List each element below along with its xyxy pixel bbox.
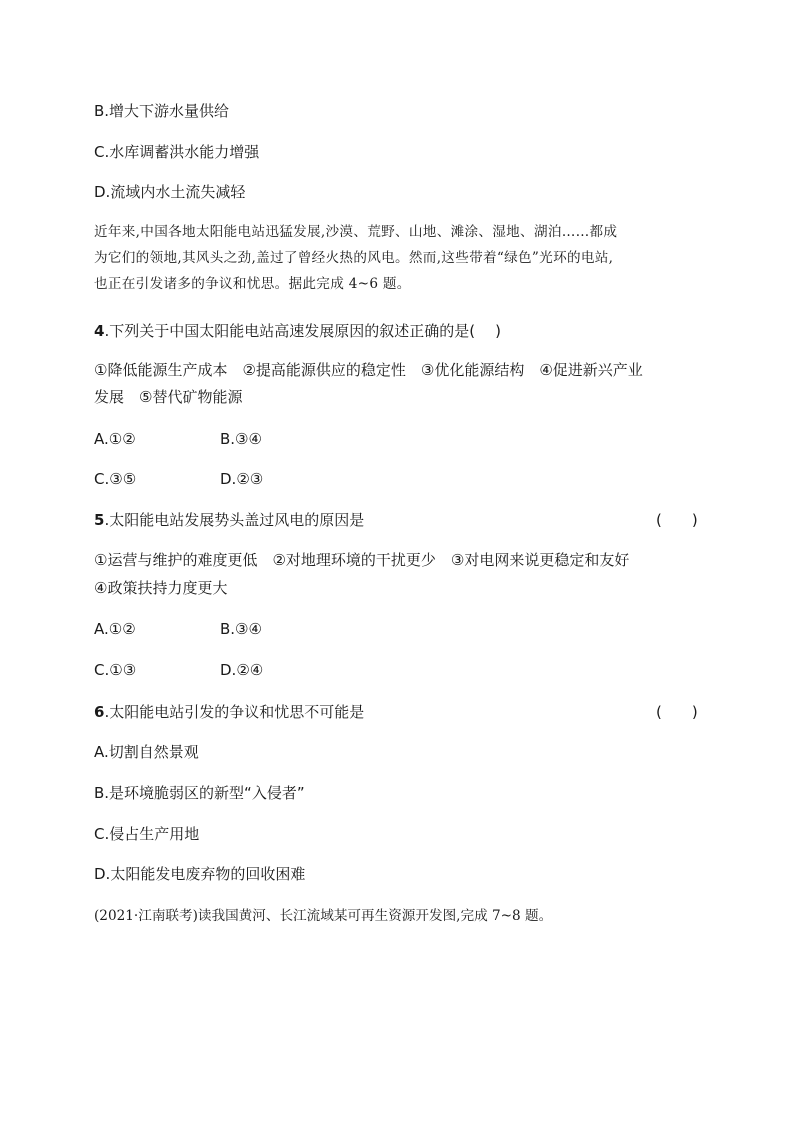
q6-option-b: B.是环境脆弱区的新型“入侵者” — [94, 784, 305, 802]
question-close-paren: ) — [495, 322, 501, 340]
q3-option-b: B.增大下游水量供给 — [94, 102, 230, 120]
q4-option-d: D.②③ — [220, 470, 264, 488]
q5-statements-line: ①运营与维护的难度更低 ②对地理环境的干扰更少 ③对电网来说更稳定和友好 — [94, 551, 630, 569]
question-5-stem — [94, 510, 364, 530]
q4-option-c: C.③⑤ — [94, 470, 137, 488]
question-number: 4 — [94, 322, 105, 340]
question-number: 5 — [94, 511, 105, 529]
reading-passage — [94, 219, 700, 297]
question-4-stem — [94, 321, 501, 341]
next-question-source: (2021·江南联考)读我国黄河、长江流域某可再生资源开发图,完成 7~8 题。 — [94, 908, 553, 924]
passage-line: 为它们的领地,其风头之劲,盖过了曾经火热的风电。然而,这些带着“绿色”光环的电站, — [94, 250, 614, 266]
question-number: 6 — [94, 703, 105, 721]
answer-paren: ( ) — [656, 703, 698, 721]
question-6-stem — [94, 702, 364, 722]
q6-option-a: A.切割自然景观 — [94, 743, 199, 761]
q4-option-b: B.③④ — [220, 430, 262, 448]
q5-option-d: D.②④ — [220, 661, 264, 679]
q4-statements-line: ①降低能源生产成本 ②提高能源供应的稳定性 ③优化能源结构 ④促进新兴产业 — [94, 361, 643, 379]
q4-statements-line: 发展 ⑤替代矿物能源 — [94, 388, 243, 406]
question-text: .下列关于中国太阳能电站高速发展原因的叙述正确的是( — [104, 322, 476, 340]
q3-option-d: D.流域内水土流失减轻 — [94, 183, 246, 201]
q5-option-b: B.③④ — [220, 620, 262, 638]
passage-line: 也正在引发诸多的争议和忧思。据此完成 4~6 题。 — [94, 276, 411, 292]
answer-paren: ( ) — [656, 511, 698, 529]
q3-option-c: C.水库调蓄洪水能力增强 — [94, 143, 260, 161]
passage-line: 近年来,中国各地太阳能电站迅猛发展,沙漠、荒野、山地、滩涂、湿地、湖泊……都成 — [94, 224, 618, 240]
question-text: .太阳能电站发展势头盖过风电的原因是 — [104, 511, 365, 529]
q5-option-c: C.①③ — [94, 661, 137, 679]
question-text: .太阳能电站引发的争议和忧思不可能是 — [104, 703, 365, 721]
q4-option-a: A.①② — [94, 430, 136, 448]
q6-option-d: D.太阳能发电废弃物的回收困难 — [94, 865, 306, 883]
q5-statements-line: ④政策扶持力度更大 — [94, 579, 228, 597]
q6-option-c: C.侵占生产用地 — [94, 825, 200, 843]
q5-option-a: A.①② — [94, 620, 136, 638]
